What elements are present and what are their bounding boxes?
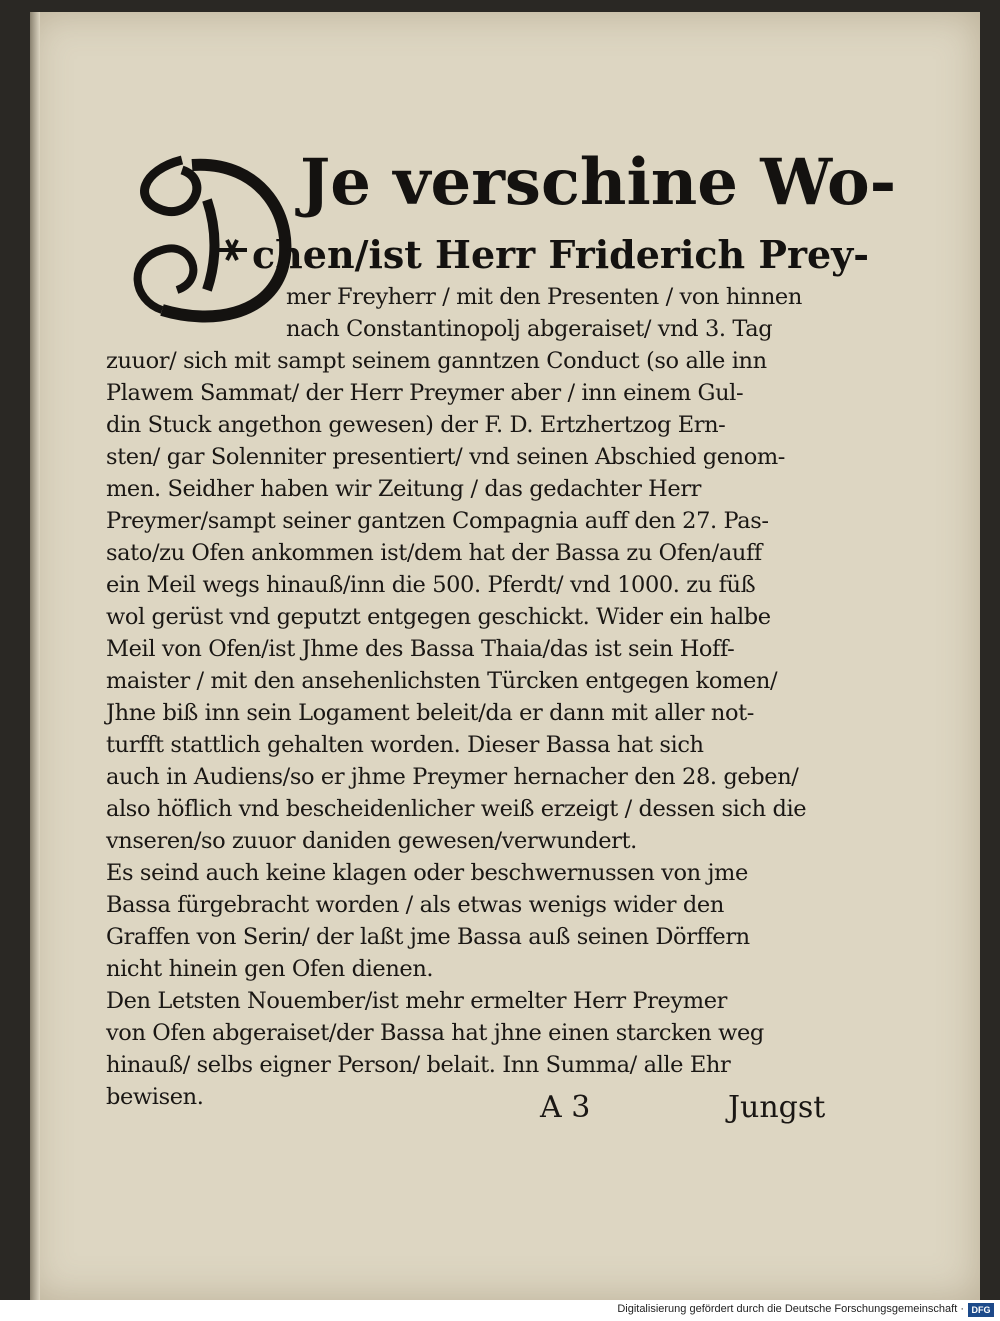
text-line: bewisen. [106, 1084, 204, 1110]
text-line: nach Constantinopolj abgeraiset/ vnd 3. Tag [286, 316, 773, 342]
text-line: Bassa fürgebracht worden / als etwas wenigs wider den [106, 892, 724, 918]
text-line: nicht hinein gen Ofen dienen. [106, 956, 434, 982]
dfg-logo: DFG [968, 1303, 994, 1317]
text-line: zuuor/ sich mit sampt seinem ganntzen Conduct (so alle inn [106, 348, 767, 374]
text-line: vnseren/so zuuor daniden gewesen/verwundert. [106, 828, 637, 854]
digitization-credit: Digitalisierung gefördert durch die Deutsche Forschungsgemeinschaft · [617, 1303, 964, 1315]
text-line: auch in Audiens/so er jhme Preymer hernacher den 28. geben/ [106, 764, 799, 790]
text-line: Den Letsten Nouember/ist mehr ermelter Herr Preymer [106, 988, 727, 1014]
text-line: Es seind auch keine klagen oder beschwernussen von jme [106, 860, 748, 886]
text-line: maister / mit den ansehenlichsten Türcken entgegen komen/ [106, 668, 778, 694]
heading-line-2: chen/ist Herr Friderich Prey- [252, 232, 869, 277]
signature-mark: A 3 [540, 1090, 591, 1125]
text-line: Meil von Ofen/ist Jhme des Bassa Thaia/das ist sein Hoff- [106, 636, 735, 662]
text-line: men. Seidher haben wir Zeitung / das gedachter Herr [106, 476, 702, 502]
text-line: Preymer/sampt seiner gantzen Compagnia auff den 27. Pas- [106, 508, 769, 534]
text-line: sten/ gar Solenniter presentiert/ vnd seinen Abschied genom- [106, 444, 785, 470]
text-line: Jhne biß inn sein Logament beleit/da er dann mit aller not- [106, 700, 754, 726]
text-line: wol gerüst vnd geputzt entgegen geschickt. Wider ein halbe [106, 604, 771, 630]
text-line: din Stuck angethon gewesen) der F. D. Ertzhertzog Ern- [106, 412, 726, 438]
heading-line-1: Je verschine Wo- [300, 145, 897, 220]
text-line: ein Meil wegs hinauß/inn die 500. Pferdt/ vnd 1000. zu füß [106, 572, 756, 598]
text-line: Plawem Sammat/ der Herr Preymer aber / inn einem Gul- [106, 380, 744, 406]
text-line: turfft stattlich gehalten worden. Dieser Bassa hat sich [106, 732, 704, 758]
page-gutter [30, 12, 40, 1300]
text-line: hinauß/ selbs eigner Person/ belait. Inn Summa/ alle Ehr [106, 1052, 731, 1078]
text-line: also höflich vnd bescheidenlicher weiß erzeigt / dessen sich die [106, 796, 807, 822]
text-line: sato/zu Ofen ankommen ist/dem hat der Bassa zu Ofen/auff [106, 540, 762, 566]
catchword: Jungst [728, 1090, 826, 1125]
text-line: Graffen von Serin/ der laßt jme Bassa auß seinen Dörffern [106, 924, 750, 950]
text-line: von Ofen abgeraiset/der Bassa hat jhne einen starcken weg [106, 1020, 764, 1046]
text-line: mer Freyherr / mit den Presenten / von hinnen [286, 284, 802, 310]
